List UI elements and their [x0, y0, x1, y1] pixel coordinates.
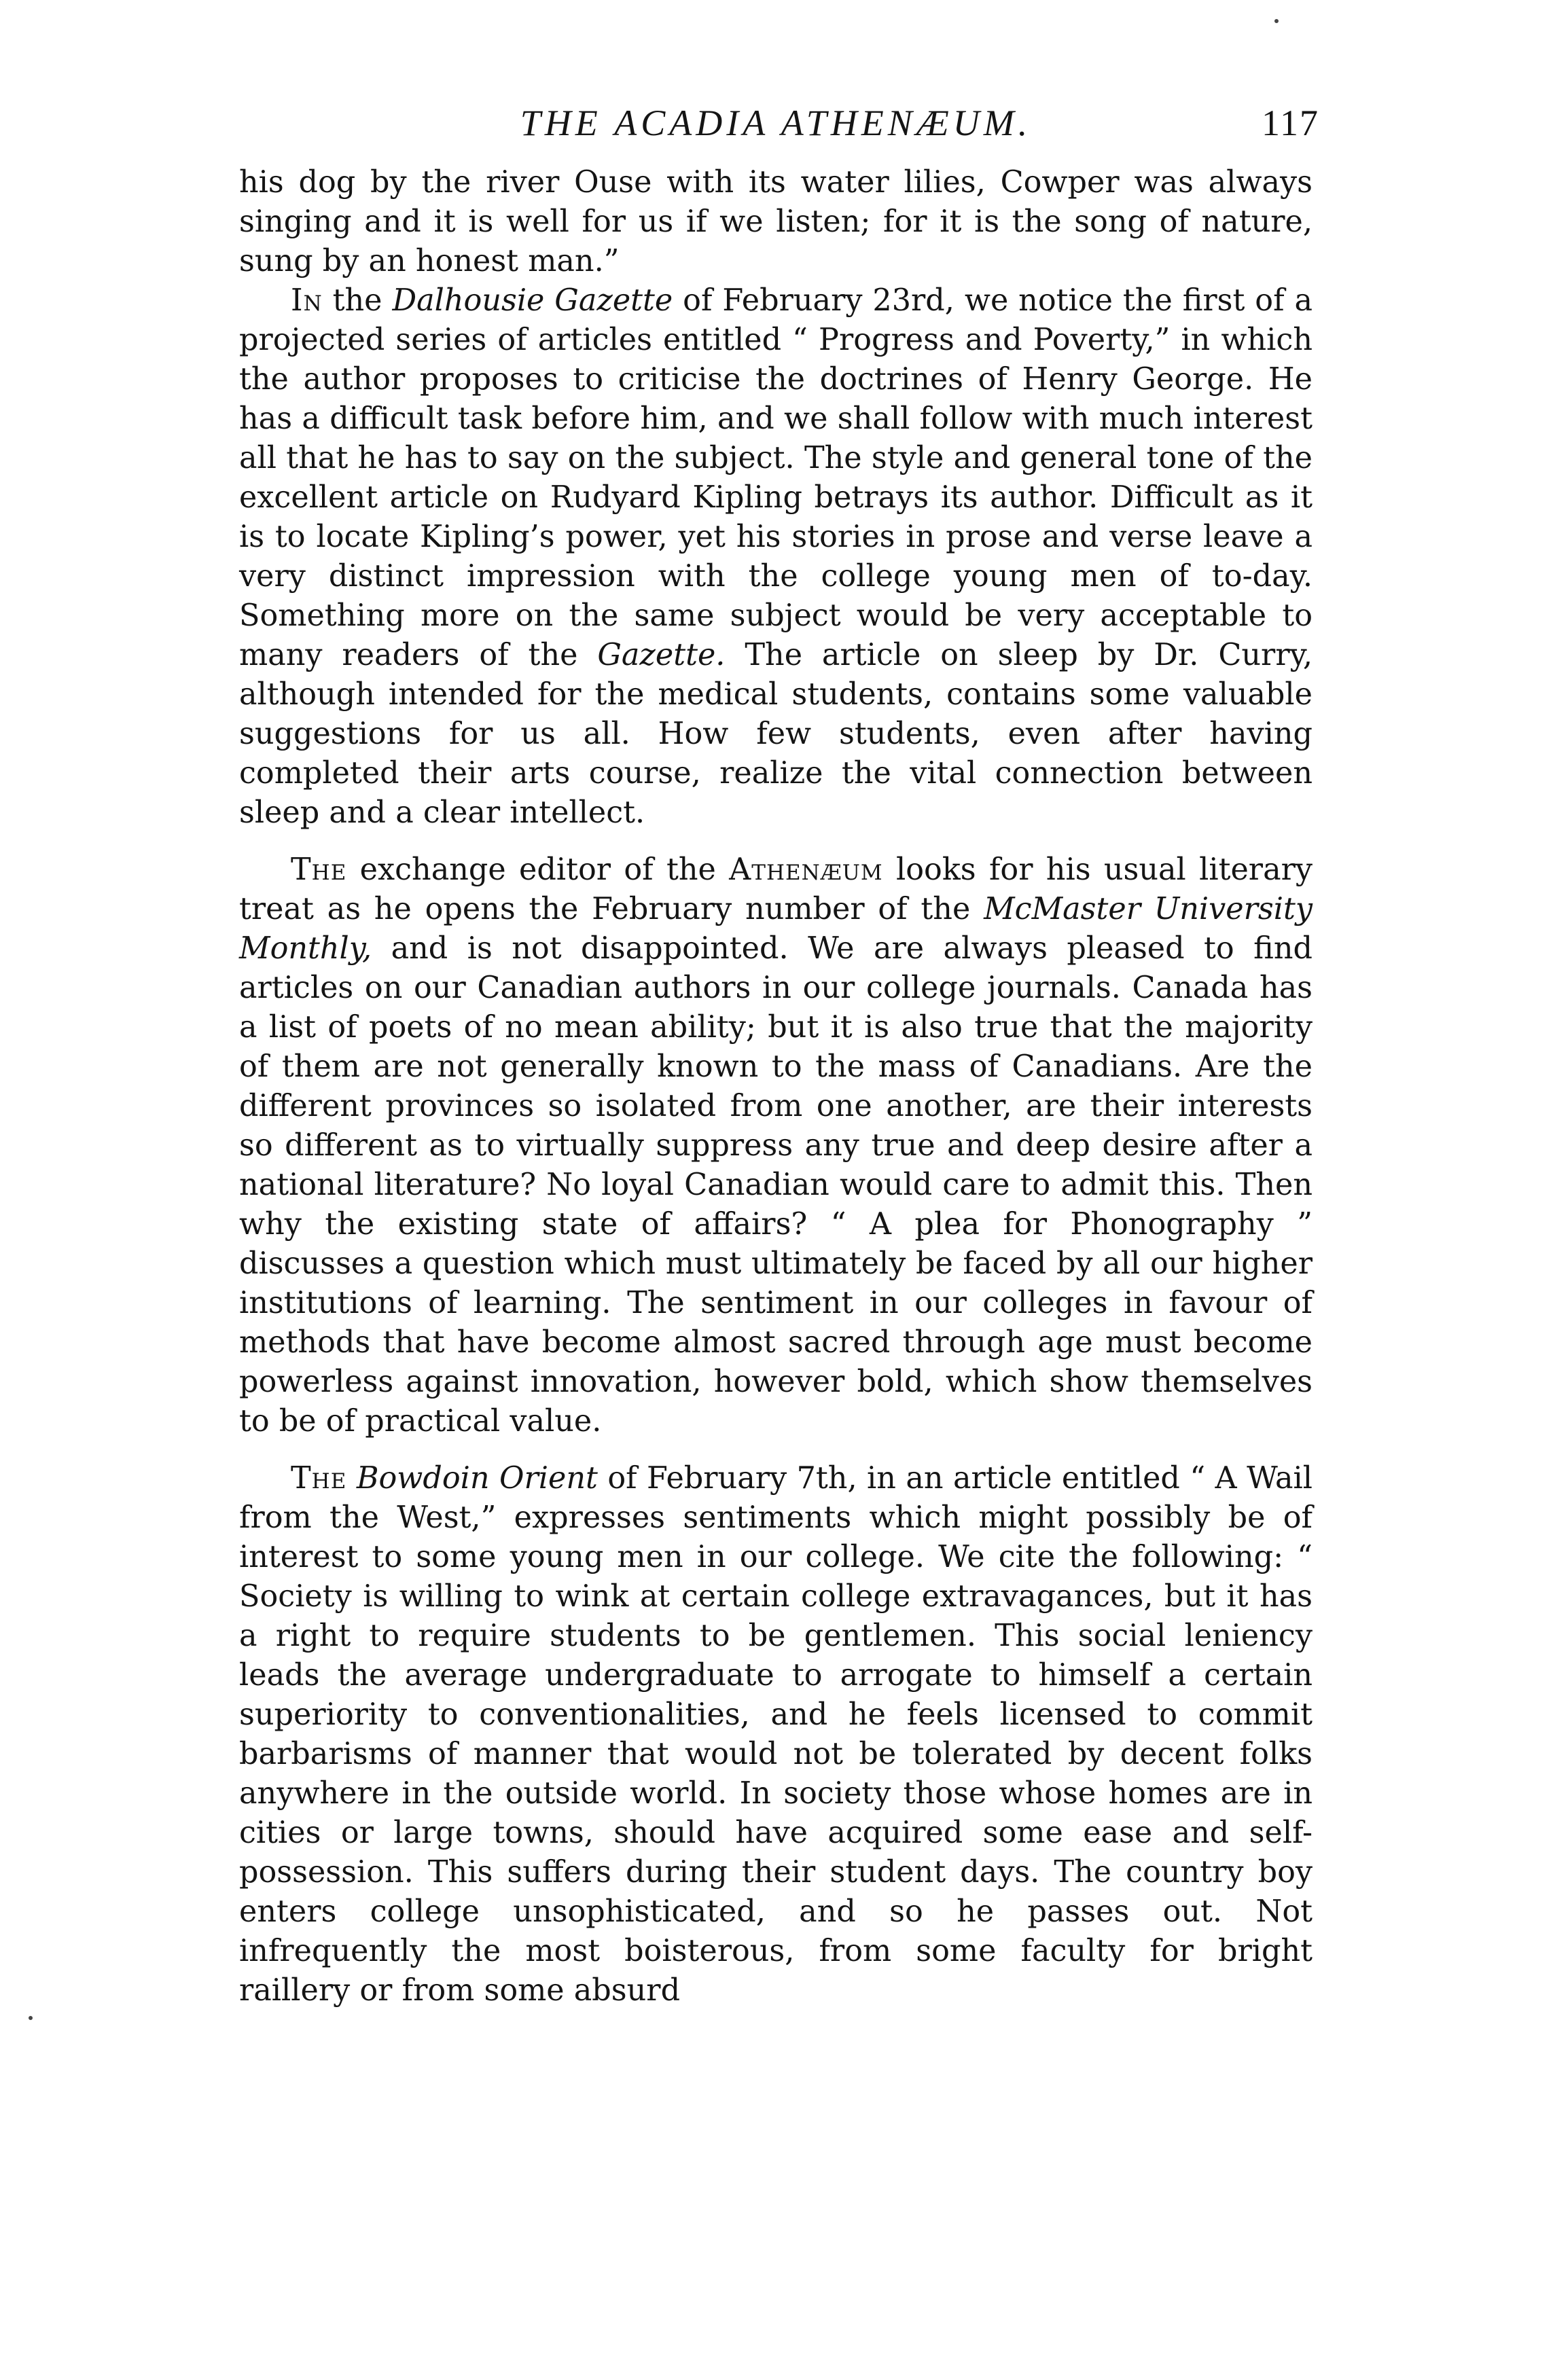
paragraph-bowdoin-orient — [239, 1459, 1313, 2011]
small-caps-run: The — [291, 1461, 347, 1496]
italic-title-run: Bowdoin Orient — [356, 1461, 598, 1496]
text-run: the — [322, 283, 393, 318]
text-run — [346, 1461, 356, 1496]
running-title: THE ACADIA ATHENÆUM. — [520, 103, 1032, 143]
paragraph-dalhousie-gazette — [239, 281, 1313, 833]
text-run: looks for his usual literary treat as he opens the February number of the — [239, 852, 1313, 926]
small-caps-run: In — [291, 283, 323, 318]
italic-title-run: Gazette. — [597, 638, 726, 672]
italic-title-run: Dalhousie Gazette — [392, 283, 673, 318]
paragraph-cowper-continuation — [239, 163, 1313, 281]
running-head — [239, 102, 1319, 163]
paragraph-mcmaster-monthly — [239, 850, 1313, 1441]
print-speck — [29, 2016, 33, 2020]
small-caps-run: The — [291, 852, 347, 887]
text-run: of February 23rd, we notice the first of a projected series of articles entitled “ Progress and Poverty,” in which the author proposes to criticise the doctrines of Henry George. He has a difficult task before him, and we shall follow with much interest all that he has to say on the subject. The style and general tone of the excellent article on Rudyard Kipling betrays its author. Difficult as it is to locate Kipling’s power, yet his stories in prose and verse leave a very distinct impression with the college young men of to-day. Something more on the same subject would be very acceptable to many readers of the — [239, 283, 1313, 672]
print-speck — [1274, 19, 1279, 23]
book-page — [239, 102, 1319, 2011]
page-number: 117 — [1262, 103, 1319, 143]
text-run: exchange editor of the — [346, 852, 730, 887]
small-caps-run: Athenæum — [729, 852, 883, 887]
text-run: his dog by the river Ouse with its water lilies, Cowper was always singing and it is well for us if we listen; for it is the song of nature, sung by an honest man.” — [239, 165, 1313, 278]
text-run: and is not disappointed. We are always pleased to find articles on our Canadian authors in our college journals. Canada has a list of poets of no mean ability; but it is also true that the majority of them are not generally known to the mass of Canadians. Are the different provinces so isolated from one another, are their interests so different as to virtually suppress any true and deep desire after a national literature? No loyal Canadian would care to admit this. Then why the existing state of affairs? “ A plea for Phonography ” discusses a question which must ultimately be faced by all our higher institutions of learning. The sentiment in our colleges in favour of methods that have become almost sacred through age must become powerless against innovation, however bold, which show themselves to be of practical value. — [239, 931, 1313, 1439]
italic-title-run: McMaster University Monthly, — [239, 892, 1313, 966]
text-run: The article on sleep by Dr. Curry, although intended for the medical students, contains some valuable suggestions for us all. How few students, even after having completed their arts course, realize the vital connection between sleep and a clear intellect. — [239, 638, 1313, 830]
text-run: of February 7th, in an article entitled “ A Wail from the West,” expresses sentiments which might possibly be of interest to some young men in our college. We cite the following: “ Society is willing to wink at certain college extravagances, but it has a right to require students to be gentlemen. This social leniency leads the average undergraduate to arrogate to himself a certain superiority to conventionalities, and he feels licensed to commit barbarisms of manner that would not be tolerated by decent folks anywhere in the outside world. In society those whose homes are in cities or large towns, should have acquired some ease and self-possession. This suffers during their student days. The country boy enters college unsophisticated, and so he passes out. Not infrequently the most boisterous, from some faculty for bright raillery or from some absurd — [239, 1461, 1313, 2008]
